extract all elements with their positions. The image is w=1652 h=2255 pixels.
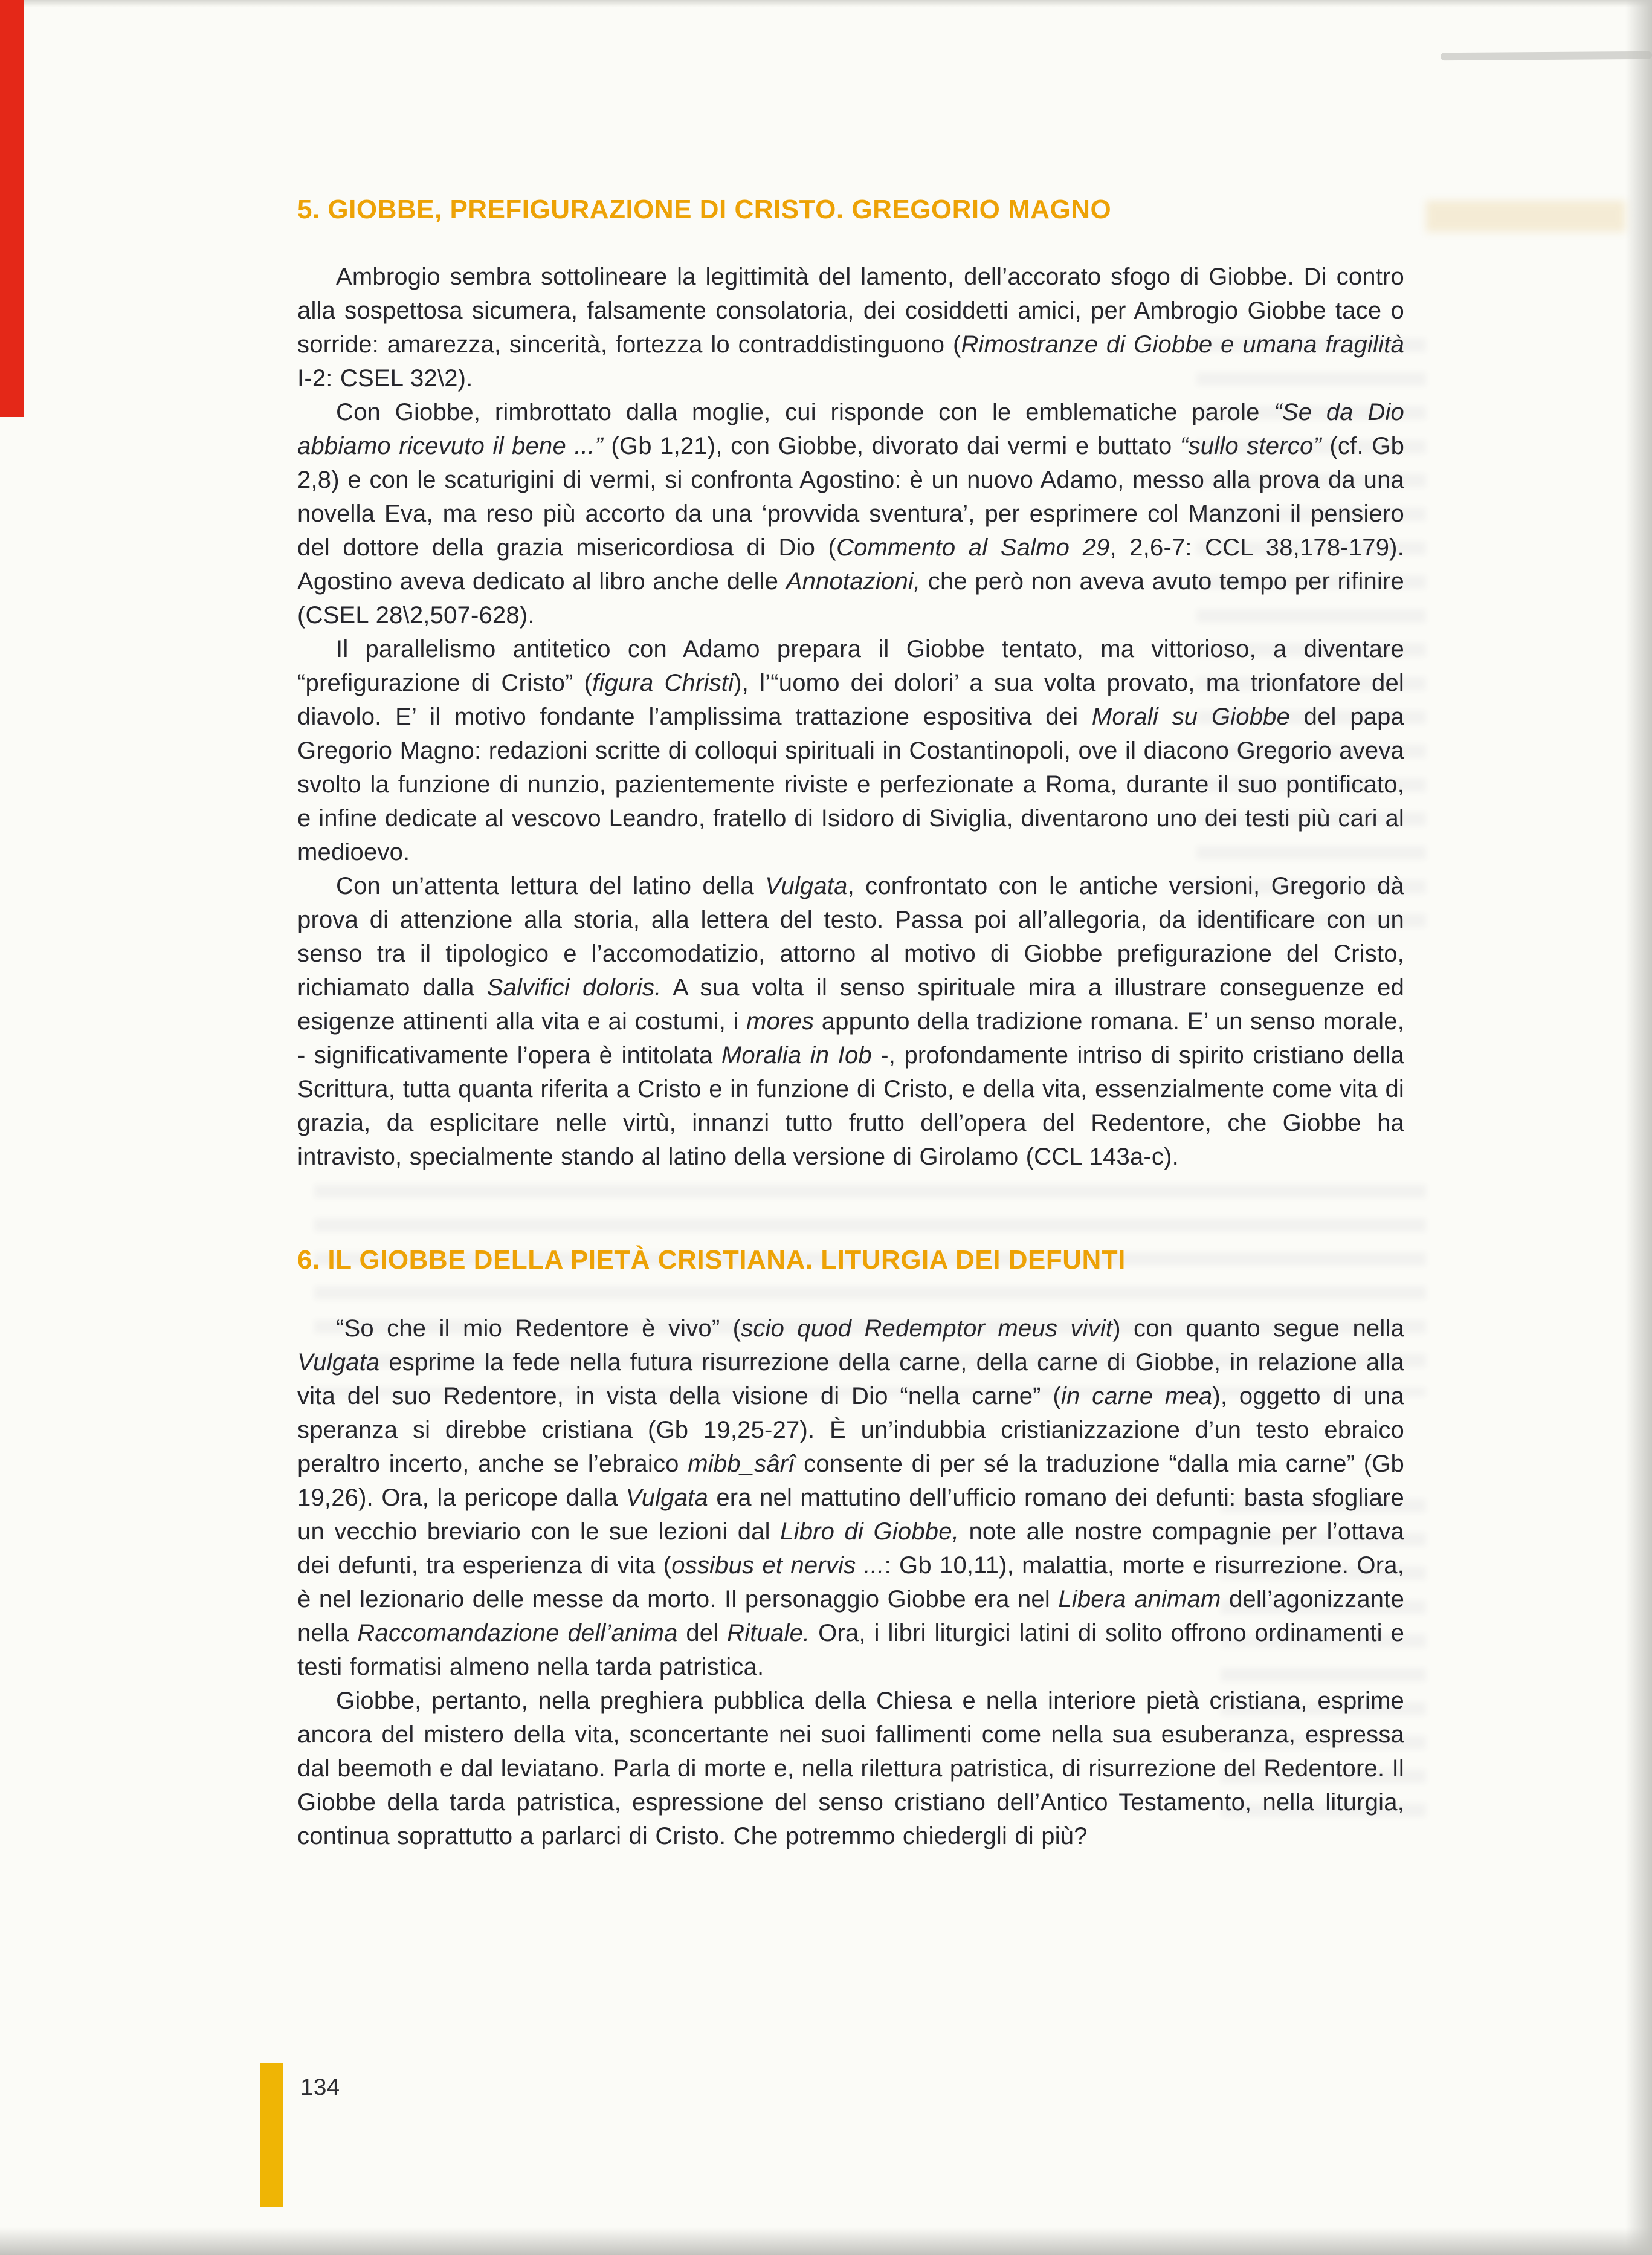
page-number: 134 (300, 2074, 340, 2100)
page-content (297, 195, 1404, 1853)
text-run: del papa Gregorio Magno: redazioni scritte di colloqui spirituali in Costantinopoli, ove il diacono Gregorio aveva svolto la funzione di nunzio, pazientemente riviste e perfezionate a Roma, durante il suo pontificato, e infine dedicate al vescovo Leandro, fratello di Isidoro di Siviglia, diventarono uno dei testi più cari al medioevo. (297, 704, 1404, 865)
italic-run: Vulgata (625, 1484, 708, 1511)
italic-run: Vulgata (765, 873, 848, 899)
text-run: ), oggetto di una speranza si direbbe cristiana (Gb 19,25-27). È un’indubbia cristianizzazione d’un testo ebraico peraltro incerto, anche se l’ebraico (297, 1383, 1404, 1477)
italic-run: Libro di Giobbe, (780, 1518, 960, 1545)
scan-edge-right (1625, 0, 1652, 2255)
italic-run: Rimostranze di Giobbe e umana fragilità (961, 331, 1404, 358)
text-run: esprime la fede nella futura risurrezione della carne, della carne di Giobbe, in relazione alla vita del suo Redentore, in vista della visione di Dio “nella carne” ( (297, 1349, 1404, 1409)
italic-run: in carne mea (1060, 1383, 1213, 1409)
text-run: Con Giobbe, rimbrottato dalla moglie, cui risponde con le emblematiche parole (336, 399, 1274, 425)
text-run: note alle nostre compagnie per l’ottava dei defunti, tra esperienza di vita ( (297, 1518, 1405, 1579)
text-run: ), l’“uomo dei dolori’ a sua volta provato, ma trionfatore del diavolo. E’ il motivo fondante l’amplissima trattazione espositiva dei (297, 670, 1405, 730)
text-run: Ambrogio sembra sottolineare la legittimità del lamento, dell’accorato sfogo di Giobbe. Di contro alla sospettosa sicumera, falsamente consolatoria, dei cosiddetti amici, per Ambrogio Giobbe tace o sorride: amarezza, sincerità, fortezza lo contraddistinguono ( (297, 264, 1404, 358)
italic-run: Vulgata (297, 1349, 380, 1376)
text-run: , 2,6-7: CCL 38,178-179). Agostino aveva dedicato al libro anche delle (297, 534, 1404, 595)
paragraph (297, 1684, 1404, 1853)
text-run: I-2: CSEL 32\2). (297, 365, 473, 392)
italic-run: ossibus et nervis ... (671, 1552, 885, 1579)
italic-run: Moralia in Iob (721, 1042, 872, 1069)
italic-run: Raccomandazione dell’anima (357, 1620, 678, 1646)
text-run: A sua volta il senso spirituale mira a illustrare conseguenze ed esigenze attinenti alla vita e ai costumi, i (297, 974, 1405, 1035)
text-run: appunto della tradizione romana. E’ un senso morale, - significativamente l’opera è intitolata (297, 1008, 1404, 1069)
text-run: Il parallelismo antitetico con Adamo prepara il Giobbe tentato, ma vittorioso, a diventare “prefigurazione di Cristo” ( (297, 636, 1404, 696)
text-run: del (677, 1620, 728, 1646)
italic-run: Morali su Giobbe (1091, 704, 1291, 730)
italic-run: figura Christi (592, 670, 734, 696)
paragraph (297, 260, 1404, 395)
italic-run: Rituale. (727, 1620, 810, 1646)
text-run: che però non aveva avuto tempo per rifinire (CSEL 28\2,507-628). (297, 568, 1405, 629)
text-run: , confrontato con le antiche versioni, Gregorio dà prova di attenzione alla storia, alla lettera del testo. Passa poi all’allegoria, da identificare con un senso tra il tipologico e l’accomodatizio, attorno al motivo di Giobbe prefigurazione del Cristo, richiamato dalla (297, 873, 1404, 1001)
text-run: -, profondamente intriso di spirito cristiano della Scrittura, tutta quanta riferita a Cristo e in funzione di Cristo, e della vita, essenzialmente come vita di grazia, da esplicitare nelle virtù, innanzi tutto frutto dell’opera del Redentore, che Giobbe ha intravisto, specialmente stando al latino della versione di Girolamo (CCL 143a-c). (297, 1042, 1404, 1170)
text-run: Ora, i libri liturgici latini di solito offrono ordinamenti e testi formatisi almeno nella tarda patristica. (297, 1620, 1405, 1680)
italic-run: Salvifici doloris. (486, 974, 662, 1001)
section-5-heading: 5. GIOBBE, PREFIGURAZIONE DI CRISTO. GREGORIO MAGNO (297, 195, 1112, 224)
paragraph (297, 1312, 1404, 1684)
text-run: : Gb 10,11), malattia, morte e risurrezione. Ora, è nel lezionario delle messe da morto. Il personaggio Giobbe era nel (297, 1552, 1404, 1613)
italic-run: “Se da Dio abbiamo ricevuto il bene ...” (297, 399, 1404, 459)
paragraph (297, 632, 1404, 869)
yellow-folio-bar (260, 2063, 283, 2207)
text-run: “So che il mio Redentore è vivo” ( (336, 1315, 741, 1342)
italic-run: Libera animam (1058, 1586, 1221, 1613)
italic-run: “sullo sterco” (1179, 433, 1321, 459)
paragraph (297, 395, 1404, 632)
italic-run: scio quod Redemptor meus vivit (741, 1315, 1113, 1342)
bleedthrough-heading-artifact (1426, 201, 1625, 232)
scan-edge-bottom (0, 2227, 1652, 2255)
paragraph (297, 869, 1404, 1174)
scan-streak-artifact (1441, 51, 1652, 60)
scan-edge-top (24, 0, 1652, 7)
text-run: (Gb 1,21), con Giobbe, divorato dai vermi e buttato (602, 433, 1180, 459)
text-run: consente di per sé la traduzione “dalla mia carne” (Gb 19,26). Ora, la pericope dalla (297, 1451, 1404, 1511)
italic-run: mibb_sârî (688, 1451, 795, 1477)
italic-run: Commento al Salmo 29 (836, 534, 1110, 561)
text-run: era nel mattutino dell’ufficio romano dei defunti: basta sfogliare un vecchio breviario con le sue lezioni dal (297, 1484, 1404, 1545)
text-run: ) con quanto segue nella (1112, 1315, 1405, 1342)
text-run: Giobbe, pertanto, nella preghiera pubblica della Chiesa e nella interiore pietà cristiana, esprime ancora del mistero della vita, sconcertante nei suoi fallimenti come nella sua esuberanza, espressa dal beemoth e dal leviatano. Parla di morte e, nella rilettura patristica, di risurrezione del Redentore. Il Giobbe della tarda patristica, espressione del senso cristiano dell’Antico Testamento, nella liturgia, continua soprattutto a parlarci di Cristo. Che potremmo chiedergli di più? (297, 1687, 1404, 1849)
text-run: (cf. Gb 2,8) e con le scaturigini di vermi, si confronta Agostino: è un nuovo Adamo, messo alla prova da una novella Eva, ma reso più accorto da una ‘provvida sventura’, per esprimere col Manzoni il pensiero del dottore della grazia misericordiosa di Dio ( (297, 433, 1405, 561)
section-6-heading: 6. IL GIOBBE DELLA PIETÀ CRISTIANA. LITURGIA DEI DEFUNTI (297, 1245, 1126, 1275)
italic-run: mores (746, 1008, 815, 1035)
text-run: Con un’attenta lettura del latino della (336, 873, 766, 899)
text-run: dell’agonizzante nella (297, 1586, 1405, 1646)
italic-run: Annotazioni, (786, 568, 921, 595)
red-edge-bar (0, 0, 24, 417)
